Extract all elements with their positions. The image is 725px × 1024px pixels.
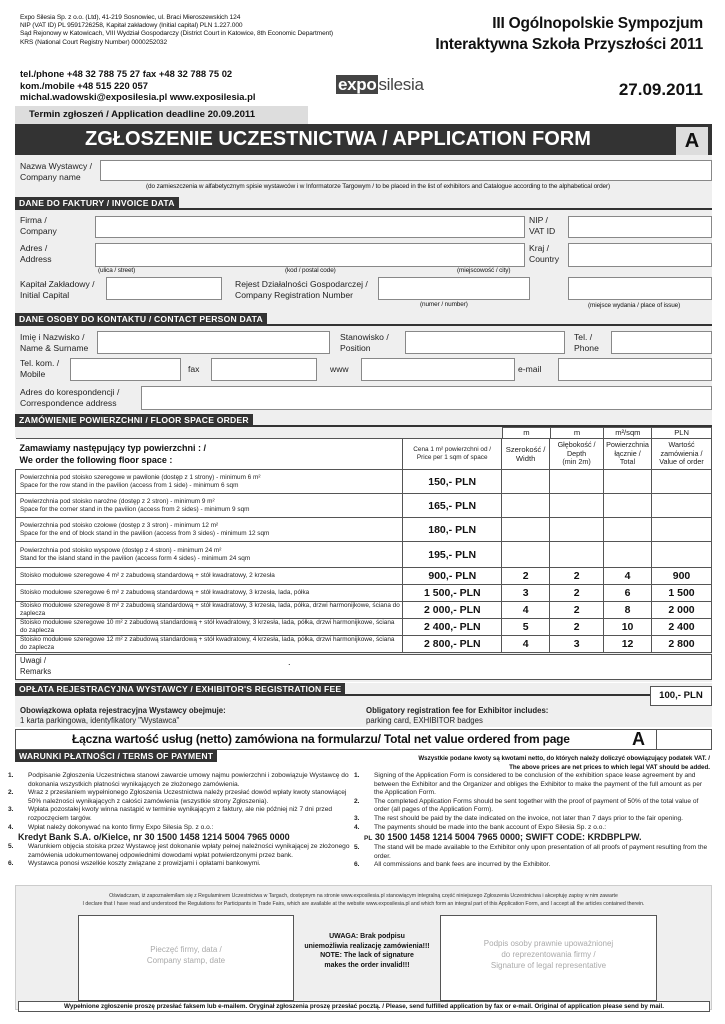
terms-item	[354, 797, 712, 815]
email-input[interactable]	[558, 358, 712, 381]
terms-item	[8, 843, 358, 860]
item-number: 3.	[354, 814, 360, 822]
space-row	[16, 470, 712, 494]
value-input[interactable]	[652, 470, 712, 494]
fee-amount: 100,- PLN	[650, 686, 712, 706]
contact-section-header: DANE OSOBY DO KONTAKTU / CONTACT PERSON DATA	[15, 313, 267, 325]
space-price: 165,- PLN	[403, 494, 502, 518]
terms-item	[354, 823, 712, 833]
registration-label: Rejest Działalności Gospodarczej / Company Registration Number	[235, 279, 368, 300]
country-label: Kraj / Country	[529, 243, 560, 264]
floor-section-header: ZAMÓWIENIE POWIERZCHNI / FLOOR SPACE ORDER	[15, 414, 253, 426]
item-number: 4.	[354, 823, 360, 831]
width-input[interactable]	[502, 518, 550, 542]
stand-total: 10	[604, 619, 652, 636]
street-hint: (ulica / street)	[98, 267, 136, 274]
stand-value: 2 400	[652, 619, 712, 636]
email-label: e-mail	[518, 364, 542, 374]
place-hint: (miejsce wydania / place of issue)	[588, 302, 681, 309]
stand-table	[15, 567, 712, 653]
item-number: 2.	[8, 789, 14, 797]
stand-row	[16, 585, 712, 602]
space-row	[16, 494, 712, 518]
fee-section-header: OPŁATA REJESTRACYJNA WYSTAWCY / EXHIBITOR'S REGISTRATION FEE	[15, 683, 345, 695]
depth-input[interactable]	[550, 542, 604, 568]
width-input[interactable]	[502, 470, 550, 494]
fee-en: Obligatory registration fee for Exhibitor includes: parking card, EXHIBITOR badges	[366, 706, 549, 725]
company-label: Firma / Company	[20, 215, 57, 236]
address-label: Adres / Address	[20, 243, 52, 264]
stand-width: 4	[502, 636, 550, 653]
total-input[interactable]	[604, 518, 652, 542]
company-stamp-box[interactable]: Pieczęć firmy, data / Company stamp, date	[78, 915, 294, 1001]
city-hint: (miejscowość / city)	[457, 267, 511, 274]
space-price: 195,- PLN	[403, 542, 502, 568]
description-en: Space for the corner stand in the pavilion (access from 2 sides) - minimum 9 sqm	[20, 505, 250, 513]
form-title-bar	[15, 124, 712, 155]
item-number: 4.	[8, 823, 14, 831]
company-input[interactable]	[95, 216, 525, 238]
depth-input[interactable]	[550, 518, 604, 542]
terms-item	[354, 772, 712, 798]
unit-width: m	[503, 428, 551, 439]
stand-total: 6	[604, 585, 652, 602]
item-text: Wpłat należy dokonywać na konto firmy Expo Silesia Sp. z o.o.:	[28, 823, 214, 831]
country-input[interactable]	[568, 243, 712, 267]
floor-space-table	[15, 438, 712, 568]
www-input[interactable]	[361, 358, 515, 381]
address-input[interactable]	[95, 243, 525, 267]
space-row	[16, 542, 712, 568]
depth-input[interactable]	[550, 494, 604, 518]
form-title: ZGŁOSZENIE UCZESTNICTWA / APPLICATION FORM	[85, 128, 591, 150]
total-row	[15, 729, 712, 750]
description-pl: Powierzchnia pod stoisko czołowe (dostęp z 3 stron) - minimum 12 m²	[20, 521, 219, 529]
terms-pl	[8, 772, 358, 869]
floor-intro: Zamawiamy następujący typ powierzchni : / We order the following floor space :	[16, 439, 403, 470]
item-number: 5.	[8, 843, 14, 851]
terms-item	[8, 772, 358, 789]
stand-price: 900,- PLN	[403, 568, 502, 585]
item-number: 3.	[8, 806, 14, 814]
table-header-row	[16, 439, 712, 470]
stand-width: 2	[502, 568, 550, 585]
stand-total: 12	[604, 636, 652, 653]
stand-depth: 2	[550, 619, 604, 636]
capital-input[interactable]	[106, 277, 222, 300]
phone-input[interactable]	[611, 331, 712, 354]
company-name-input[interactable]	[100, 160, 712, 181]
value-header: Wartość zamówienia / Value of order	[652, 439, 712, 470]
unit-depth: m	[550, 428, 604, 439]
vat-id-input[interactable]	[568, 216, 712, 238]
terms-item	[8, 806, 358, 823]
capital-label: Kapitał Zakładowy / Initial Capital	[20, 279, 95, 300]
stand-depth: 2	[550, 585, 604, 602]
value-input[interactable]	[652, 542, 712, 568]
stand-depth: 2	[550, 568, 604, 585]
stand-row	[16, 619, 712, 636]
total-input[interactable]	[604, 494, 652, 518]
description-en: Space for the row stand in the pavilion (access from 1 side) - minimum 6 sqm	[20, 481, 239, 489]
footer-instruction: Wypełnione zgłoszenie proszę przesłać faksem lub e-mailem. Oryginał zgłoszenia proszę przesłać pocztą. / Please, send fulfilled application by fax or e-mail. Original of application please send by mail.	[18, 1001, 710, 1012]
remarks-value: .	[288, 657, 291, 667]
item-number: 1.	[8, 772, 14, 779]
contact-info: tel./phone +48 32 788 75 27 fax +48 32 788 75 02 kom./mobile +48 515 220 057 michal.wadowski@exposilesia.pl www.exposilesia.pl	[20, 68, 256, 102]
signature-warning: UWAGA: Brak podpisu uniemożliwia realizację zamówienia!!! NOTE: The lack of signature makes the order invalid!!!	[304, 933, 430, 969]
bank-number: 30 1500 1458 1214 5004 7965 0000; SWIFT CODE: KRDBPLPW.	[374, 832, 642, 843]
item-number: 6.	[354, 861, 360, 869]
bank-account-en	[364, 832, 712, 844]
signature-box[interactable]: Podpis osoby prawnie upoważnionej do reprezentowania firmy / Signature of legal representative	[440, 915, 657, 1001]
space-price: 180,- PLN	[403, 518, 502, 542]
stand-value: 900	[652, 568, 712, 585]
company-info: Expo Silesia Sp. z o.o. (Ltd), 41-219 Sosnowiec, ul. Braci Mieroszewskich 124 NIP (VAT ID) PL 9591726258, Kapitał zakładowy (Initial capital) PLN 1.227.000 Sąd Rejonowy w Katowicach, VIII Wydział Gospodarczy (District Court in Katowice, 8th Economic Department) KRS (National Court Registry Number) 0000252032	[20, 14, 334, 46]
terms-item	[354, 861, 712, 870]
depth-header: Głębokość / Depth (min 2m)	[550, 439, 604, 470]
description-en: Stand for the island stand in the pavilion (access form 4 sides) - minimum 24 sqm	[20, 554, 251, 562]
item-number: 5.	[354, 844, 360, 852]
invoice-section-header: DANE DO FAKTURY / INVOICE DATA	[15, 197, 179, 209]
stand-description: Stoisko modułowe szeregowe 8 m² z zabudową standardową + stół kwadratowy, 3 krzesła, lada, półka, drzwi harmonijkowe, ściana do zaplecza	[16, 602, 403, 619]
company-name-note: (do zamieszczenia w alfabetycznym spisie wystawców i w Informatorze Targowym / to be placed in the list of exhibitors and Catalogue according to the alphabetical order)	[146, 183, 611, 190]
form-letter: A	[676, 127, 708, 155]
mobile-label: Tel. kom. / Mobile	[20, 358, 60, 379]
position-input[interactable]	[405, 331, 565, 354]
terms-item	[8, 823, 358, 833]
fax-label: fax	[188, 364, 200, 374]
remarks-field[interactable]	[15, 654, 712, 680]
stand-description: Stoisko modułowe szeregowe 6 m² z zabudową standardową + stół kwadratowy, 3 krzesła, lada, półka	[16, 585, 403, 602]
deadline-tab: Termin zgłoszeń / Application deadline 20.09.2011	[15, 106, 308, 124]
bank-country: PL	[364, 835, 373, 843]
fee-pl: Obowiązkowa opłata rejestracyjna Wystawcy obejmuje: 1 karta parkingowa, identyfikatory "Wystawca"	[20, 706, 226, 725]
item-text: Signing of the Application Form is considered to be conclusion of the exhibition space lease agreement by and between the Exhibitor and the Organizer and obliges the Exhibitor to make the payment of the full amount as per the Application Form.	[374, 772, 703, 797]
number-hint: (numer / number)	[420, 301, 468, 308]
item-text: Podpisanie Zgłoszenia Uczestnictwa stanowi zawarcie umowy najmu powierzchni i zobowiązuje Wystawcę do dokonania wszystkich płatności wynikających ze złożonego zamówienia.	[28, 772, 349, 788]
stand-depth: 3	[550, 636, 604, 653]
phone-label: Tel. / Phone	[574, 332, 599, 353]
item-text: Wpłata pozostałej kwoty winna nastąpić w terminie wynikającym z faktury, ale nie później niż 7 dni przed rozpoczęciem targów.	[28, 806, 333, 822]
stand-width: 4	[502, 602, 550, 619]
stand-description: Stoisko modułowe szeregowe 12 m² z zabudową standardową + stół kwadratowy, 4 krzesła, lada, półka, drzwi harmonijkowe, ściana do zaplecza	[16, 636, 403, 653]
terms-item	[8, 789, 358, 806]
mobile-input[interactable]	[70, 358, 181, 381]
exposilesia-logo: expo silesia	[338, 75, 424, 94]
item-text: Wraz z przesłaniem wypełnionego Zgłoszenia Uczestnictwa należy przesłać dowód wpłaty kwoty stanowiącej 50% należności wynikających z całości zamówienia (wszystkie strony Zgłoszenia).	[28, 789, 347, 805]
total-page-letter: A	[632, 729, 645, 749]
description-pl: Powierzchnia pod stoisko wyspowe (dostęp z 4 stron) - minimum 24 m²	[20, 546, 222, 554]
place-of-issue-input[interactable]	[568, 277, 712, 300]
item-text: Warunkiem objęcia stoiska przez Wystawcę jest dokonanie wpłaty pełnej należności wynikającej ze złożonego zamówienia udokumentowanej odpowiednimi dowodami wpłat potwierdzonymi przez bank.	[28, 843, 350, 859]
fax-input[interactable]	[211, 358, 317, 381]
total-input[interactable]	[604, 542, 652, 568]
stand-row	[16, 602, 712, 619]
stand-value: 2 000	[652, 602, 712, 619]
stand-width: 5	[502, 619, 550, 636]
item-text: The rest should be paid by the date indicated on the invoice, not later than 7 days prior to the fair opening.	[374, 814, 684, 822]
terms-en	[354, 772, 712, 870]
price-header: Cena 1 m² powierzchni od / Price per 1 sqm of space	[403, 439, 502, 470]
total-header: Powierzchnia łącznie / Total	[604, 439, 652, 470]
vat-id-label: NIP / VAT ID	[529, 215, 556, 236]
item-number: 6.	[8, 860, 14, 868]
stand-width: 3	[502, 585, 550, 602]
stand-price: 1 500,- PLN	[403, 585, 502, 602]
width-input[interactable]	[502, 494, 550, 518]
stand-row	[16, 568, 712, 585]
unit-value: PLN	[652, 428, 712, 439]
width-header: Szerokość / Width	[502, 439, 550, 470]
description-en: Space for the end of block stand in the pavilion (access from 3 sides) - minimum 12 sqm	[20, 529, 270, 537]
stand-depth: 2	[550, 602, 604, 619]
stand-total: 4	[604, 568, 652, 585]
terms-item	[354, 844, 712, 861]
stand-price: 2 800,- PLN	[403, 636, 502, 653]
position-label: Stanowisko / Position	[340, 332, 389, 353]
bank-account-pl: Kredyt Bank S.A. o/Kielce, nr 30 1500 1458 1214 5004 7965 0000	[18, 832, 290, 843]
space-description	[16, 494, 403, 518]
postal-hint: (kod / postal code)	[285, 267, 336, 274]
space-description	[16, 542, 403, 568]
vat-note: Wszystkie podane kwoty są kwotami netto, do których należy doliczyć obowiązujący podatek VAT. / The above prices are net prices to which legal VAT should be added.	[418, 755, 710, 771]
event-date: 27.09.2011	[618, 80, 703, 99]
stand-value: 1 500	[652, 585, 712, 602]
total-label: Łączna wartość usług (netto) zamówiona na formularzu/ Total net value ordered from page	[72, 732, 570, 746]
registration-number-input[interactable]	[378, 277, 530, 300]
space-price: 150,- PLN	[403, 470, 502, 494]
description-pl: Powierzchnia pod stoisko narożne (dostęp z 2 stron) - minimum 9 m²	[20, 497, 215, 505]
item-text: The payments should be made into the bank account of Expo Silesia Sp. z o.o.:	[374, 823, 607, 831]
name-label: Imię i Nazwisko / Name & Surname	[20, 332, 89, 353]
item-text: Wystawca ponosi wszelkie koszty związane z prowizjami i opłatami bankowymi.	[28, 860, 261, 868]
width-input[interactable]	[502, 542, 550, 568]
item-number: 2.	[354, 797, 360, 805]
terms-section-header: WARUNKI PŁATNOŚCI / TERMS OF PAYMENT	[15, 750, 217, 762]
value-input[interactable]	[652, 518, 712, 542]
terms-item	[8, 860, 358, 869]
remarks-label: Uwagi / Remarks	[20, 656, 52, 676]
name-input[interactable]	[97, 331, 330, 354]
event-title: III Ogólnopolskie Sympozjum Interaktywna Szkoła Przyszłości 2011	[435, 15, 703, 53]
terms-item	[354, 814, 712, 824]
stand-value: 2 800	[652, 636, 712, 653]
total-value-input[interactable]	[656, 730, 712, 749]
declaration-text: Oświadczam, iż zapoznałem/łam się z Regulaminem Uczestnictwa w Targach, dostępnym na stronie www.exposilesia.pl stanowiącym integralną część niniejszego Zgłoszenia Uczestnictwa i akceptuję zapisy w nim zawarte I declare that I have read and understood the Regulations for Participants in Trade Fairs, which are available at the website www.exposilesia.pl and which form an integral part of this Application Form, and I accept all the articles contained therein.	[82, 893, 645, 907]
value-input[interactable]	[652, 494, 712, 518]
stand-total: 8	[604, 602, 652, 619]
unit-total: m²/sqm	[604, 428, 652, 439]
space-row	[16, 518, 712, 542]
correspondence-address-input[interactable]	[141, 386, 712, 410]
correspondence-label: Adres do korespondencji / Correspondence address	[20, 387, 120, 408]
stand-description: Stoisko modułowe szeregowe 4 m² z zabudową standardową + stół kwadratowy, 2 krzesła	[16, 568, 403, 585]
space-description	[16, 470, 403, 494]
stand-row	[16, 636, 712, 653]
item-text: The completed Application Forms should be sent together with the proof of payment of 50% of the total value of order (all pages of the Application Form).	[374, 797, 699, 814]
item-number: 1.	[354, 772, 360, 779]
stand-price: 2 400,- PLN	[403, 619, 502, 636]
www-label: www	[330, 364, 349, 374]
space-description	[16, 518, 403, 542]
total-input[interactable]	[604, 470, 652, 494]
company-name-label: Nazwa Wystawcy / Company name	[20, 161, 93, 182]
stand-description: Stoisko modułowe szeregowe 10 m² z zabudową standardową + stół kwadratowy, 3 krzesła, lada, półka, drzwi harmonijkowe, ściana do zaplecza	[16, 619, 403, 636]
depth-input[interactable]	[550, 470, 604, 494]
stand-price: 2 000,- PLN	[403, 602, 502, 619]
description-pl: Powierzchnia pod stoisko szeregowe w pawilonie (dostęp z 1 strony) - minimum 6 m²	[20, 473, 261, 481]
item-text: The stand will be made available to the Exhibitor only upon presentation of all proofs of payment resulting from the order.	[374, 844, 708, 860]
item-text: All commissions and bank fees are incurred by the Exhibitor.	[374, 861, 551, 869]
